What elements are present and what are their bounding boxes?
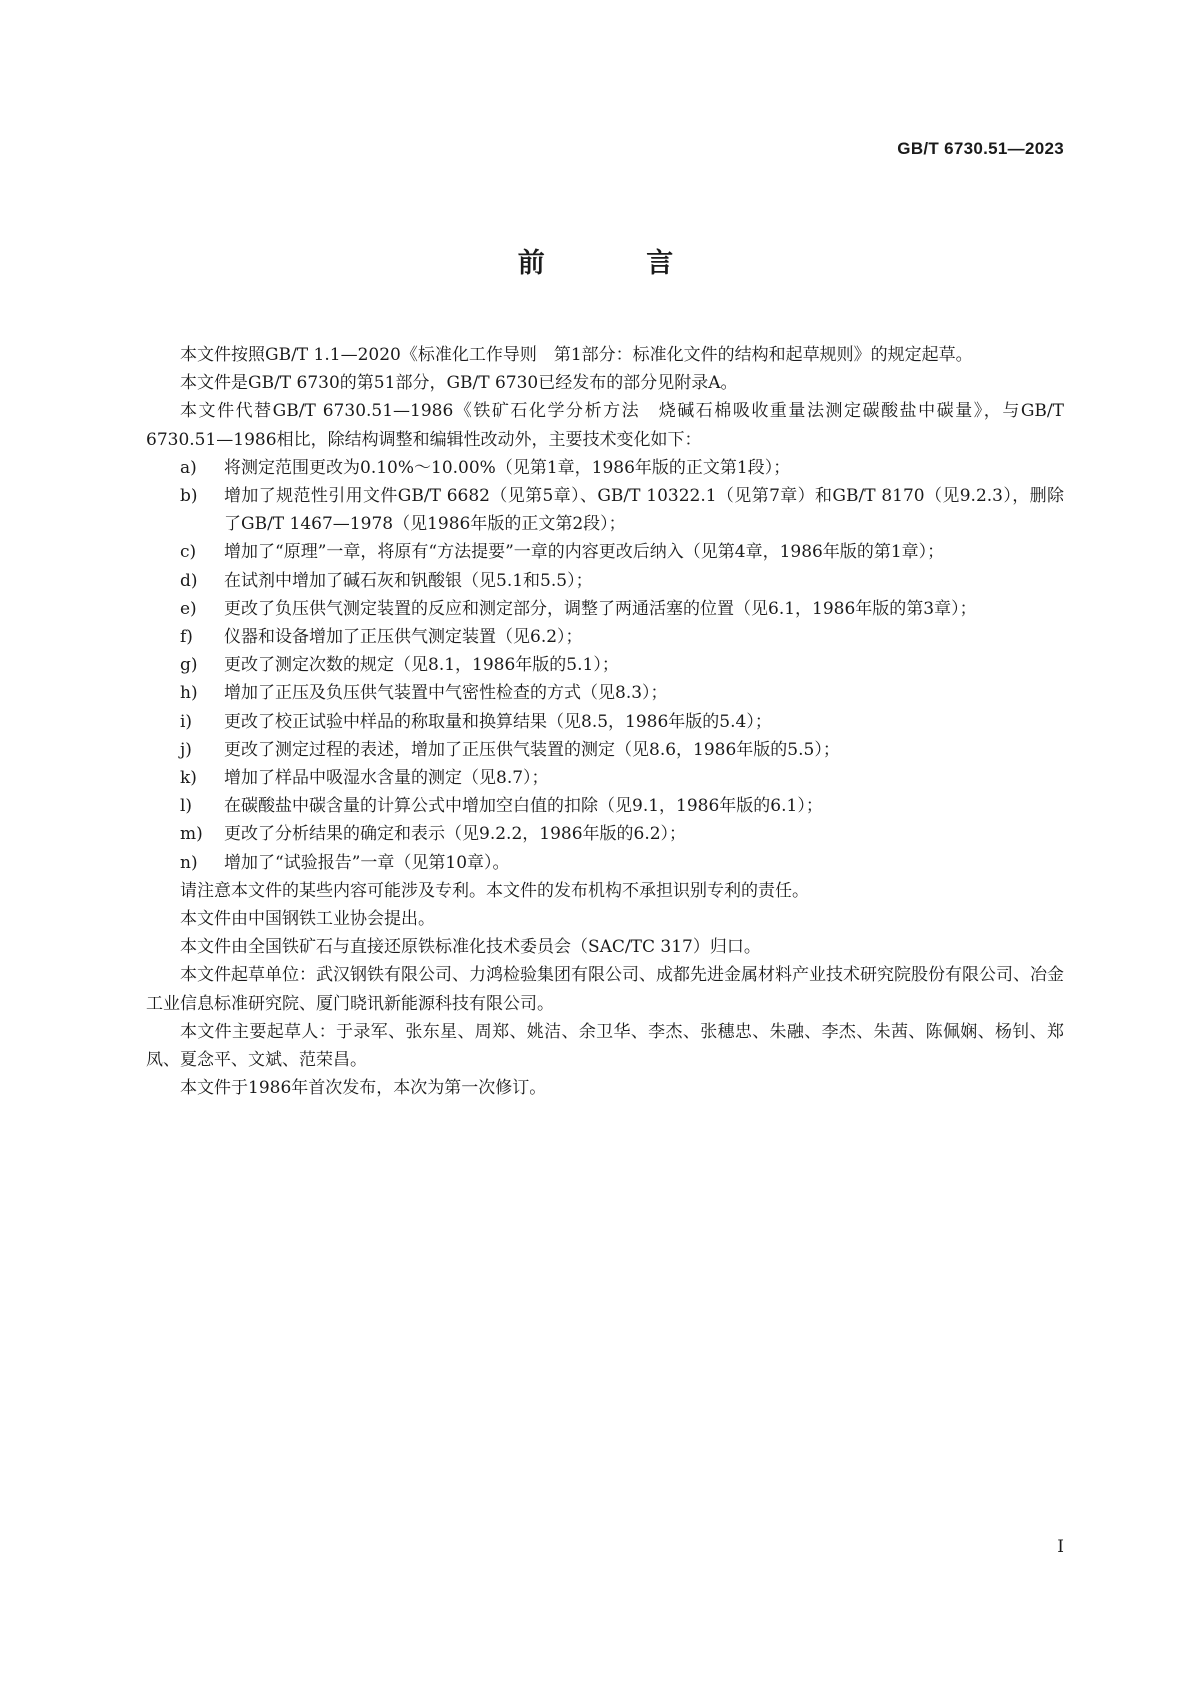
change-item-label: n) <box>180 852 198 873</box>
change-item-label: f) <box>180 627 193 648</box>
foreword-body <box>146 341 1064 1102</box>
change-item <box>146 820 1064 848</box>
change-item <box>146 679 1064 707</box>
change-item-text: 将测定范围更改为0.10%～10.00%（见第1章，1986年版的正文第1段）； <box>224 457 791 478</box>
change-item <box>146 792 1064 820</box>
change-item <box>146 567 1064 595</box>
change-item <box>146 595 1064 623</box>
change-item-text: 增加了规范性引用文件GB/T 6682（见第5章）、GB/T 10322.1（见第7章）和GB/T 8170（见9.2.3），删除了GB/T 1467—1978（见1986年版的正文第2段）； <box>224 486 1064 535</box>
change-item-text: 更改了测定过程的表述，增加了正压供气装置的测定（见8.6，1986年版的5.5）； <box>224 739 840 760</box>
change-item-label: m) <box>180 824 203 845</box>
intro-paragraph: 本文件按照GB/T 1.1—2020《标准化工作导则 第1部分：标准化文件的结构和起草规则》的规定起草。 <box>180 345 973 365</box>
change-item-label: b) <box>180 486 198 507</box>
closing-paragraph: 本文件起草单位：武汉钢铁有限公司、力鸿检验集团有限公司、成都先进金属材料产业技术研究院股份有限公司、冶金工业信息标准研究院、厦门晓讯新能源科技有限公司。 <box>146 965 1064 1014</box>
page-title: 前 言 <box>517 248 720 279</box>
closing-paragraph: 本文件由中国钢铁工业协会提出。 <box>180 909 435 930</box>
intro-paragraph: 本文件代替GB/T 6730.51—1986《铁矿石化学分析方法 烧碱石棉吸收重量法测定碳酸盐中碳量》，与GB/T 6730.51—1986相比，除结构调整和编辑性改动外，主要技术变化如下： <box>146 401 1064 450</box>
change-item <box>146 538 1064 566</box>
intro-paragraph: 本文件是GB/T 6730的第51部分，GB/T 6730已经发布的部分见附录A。 <box>180 373 738 394</box>
closing-paragraph: 本文件由全国铁矿石与直接还原铁标准化技术委员会（SAC/TC 317）归口。 <box>180 937 761 958</box>
change-item <box>146 454 1064 482</box>
change-item <box>146 849 1064 877</box>
change-item-label: a) <box>180 457 197 478</box>
change-item-label: l) <box>180 796 193 817</box>
change-item <box>146 651 1064 679</box>
change-item <box>146 708 1064 736</box>
change-item-label: j) <box>180 739 192 760</box>
change-item-text: 增加了样品中吸湿水含量的测定（见8.7）； <box>224 768 549 789</box>
change-item-label: h) <box>180 683 198 704</box>
closing-paragraph: 本文件主要起草人：于录军、张东星、周郑、姚洁、余卫华、李杰、张穗忠、朱融、李杰、朱茜、陈佩娴、杨钊、郑凤、夏念平、文斌、范荣昌。 <box>146 1021 1064 1071</box>
change-item <box>146 764 1064 792</box>
change-item-text: 更改了负压供气测定装置的反应和测定部分，调整了两通活塞的位置（见6.1，1986年版的第3章）； <box>224 598 977 619</box>
change-item-label: e) <box>180 598 197 619</box>
change-item-text: 增加了“试验报告”一章（见第10章）。 <box>224 852 510 873</box>
change-item-text: 增加了正压及负压供气装置中气密性检查的方式（见8.3）； <box>224 683 668 704</box>
change-item-label: c) <box>180 542 197 563</box>
change-item-label: d) <box>180 570 198 591</box>
change-item <box>146 623 1064 651</box>
page-number: I <box>1057 1537 1064 1557</box>
change-item-text: 在试剂中增加了碱石灰和钒酸银（见5.1和5.5）； <box>224 570 593 591</box>
change-item-text: 仪器和设备增加了正压供气测定装置（见6.2）； <box>224 627 583 648</box>
change-item-text: 增加了“原理”一章，将原有“方法提要”一章的内容更改后纳入（见第4章，1986年版的第1章）； <box>224 542 945 563</box>
standard-code: GB/T 6730.51—2023 <box>897 139 1064 158</box>
closing-paragraph: 本文件于1986年首次发布，本次为第一次修订。 <box>180 1078 547 1099</box>
change-item <box>146 482 1064 538</box>
change-item-label: i) <box>180 711 193 732</box>
change-item-text: 在碳酸盐中碳含量的计算公式中增加空白值的扣除（见9.1，1986年版的6.1）； <box>224 796 823 817</box>
change-item-label: k) <box>180 768 197 789</box>
change-item-text: 更改了分析结果的确定和表示（见9.2.2，1986年版的6.2）； <box>224 824 687 845</box>
change-item-label: g) <box>180 655 198 676</box>
change-item-text: 更改了校正试验中样品的称取量和换算结果（见8.5，1986年版的5.4）； <box>224 711 772 732</box>
change-item-text: 更改了测定次数的规定（见8.1，1986年版的5.1）； <box>224 655 619 676</box>
closing-paragraph: 请注意本文件的某些内容可能涉及专利。本文件的发布机构不承担识别专利的责任。 <box>180 880 809 901</box>
change-item <box>146 736 1064 764</box>
